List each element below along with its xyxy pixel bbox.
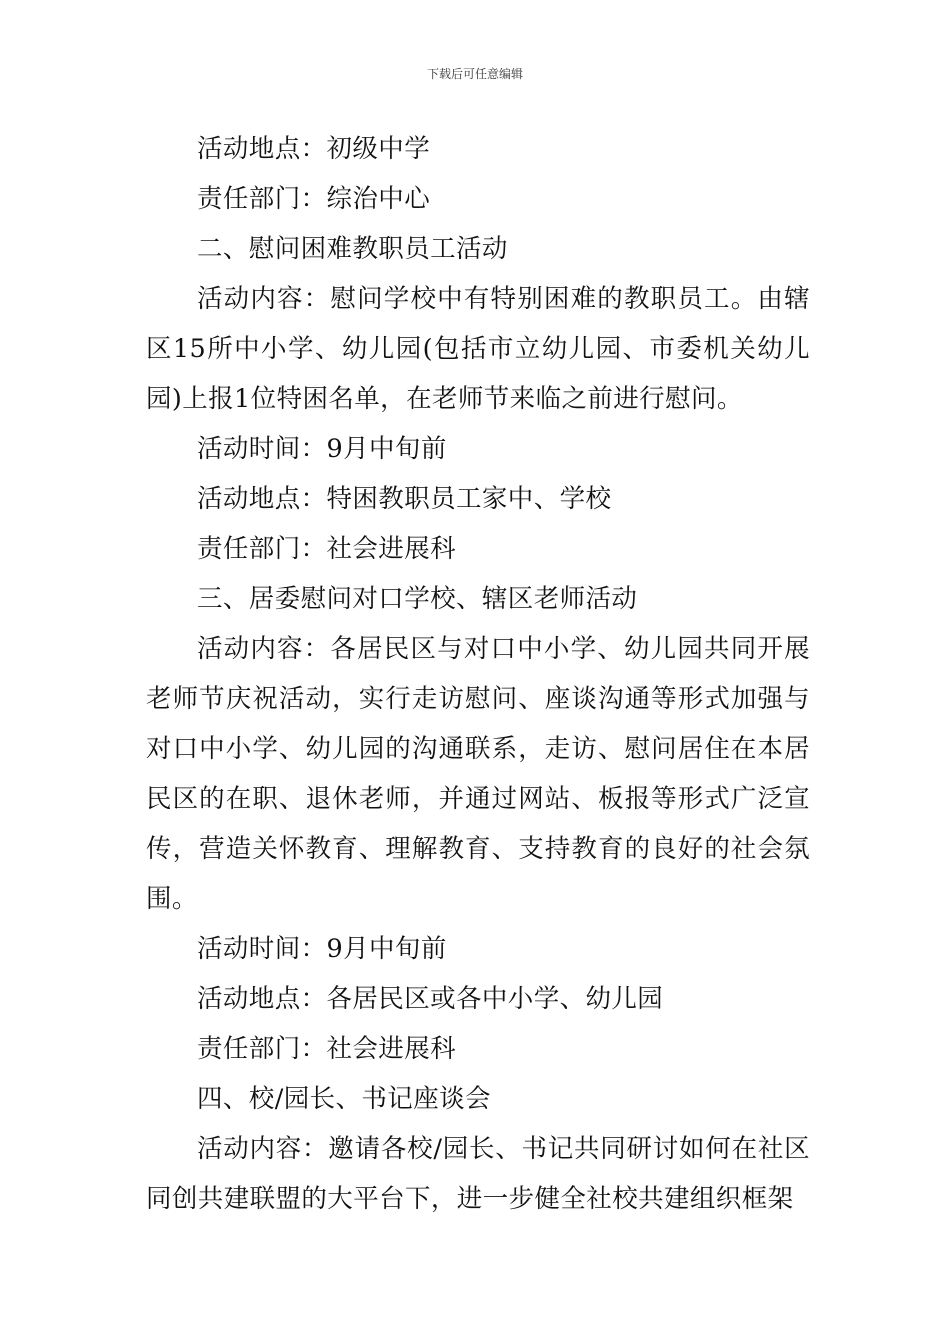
paragraph-content: 活动内容：各居民区与对口中小学、幼儿园共同开展老师节庆祝活动，实行走访慰问、座谈沟通等形式加强与对口中小学、幼儿园的沟通联系，走访、慰问居住在本居民区的在职、退休老师，并通过网站、板报等形式广泛宣传，营造关怀教育、理解教育、支持教育的良好的社会氛围。 — [146, 634, 810, 914]
paragraph-venue: 活动地点：各居民区或各中小学、幼儿园 — [197, 984, 664, 1014]
section-heading-2: 二、慰问困难教职员工活动 — [197, 234, 508, 264]
paragraph-venue: 活动地点：特困教职员工家中、学校 — [197, 484, 612, 514]
section-heading-3: 三、居委慰问对口学校、辖区老师活动 — [197, 584, 638, 614]
paragraph-venue: 活动地点：初级中学 — [197, 134, 431, 164]
paragraph-content: 活动内容：邀请各校/园长、书记共同研讨如何在社区同创共建联盟的大平台下，进一步健全社校共建组织框架 — [146, 1134, 810, 1214]
paragraph-department: 责任部门：社会进展科 — [197, 1034, 457, 1064]
paragraph-time: 活动时间：9月中旬前 — [197, 934, 447, 964]
paragraph-department: 责任部门：社会进展科 — [197, 534, 457, 564]
page-header: 下载后可任意编辑 — [426, 67, 523, 81]
paragraph-content: 活动内容：慰问学校中有特别困难的教职员工。由辖区15所中小学、幼儿园(包括市立幼儿园、市委机关幼儿园)上报1位特困名单，在老师节来临之前进行慰问。 — [146, 284, 810, 414]
section-heading-4: 四、校/园长、书记座谈会 — [197, 1084, 491, 1114]
paragraph-department: 责任部门：综治中心 — [197, 184, 431, 214]
document-body — [146, 124, 810, 1224]
paragraph-time: 活动时间：9月中旬前 — [197, 434, 447, 464]
